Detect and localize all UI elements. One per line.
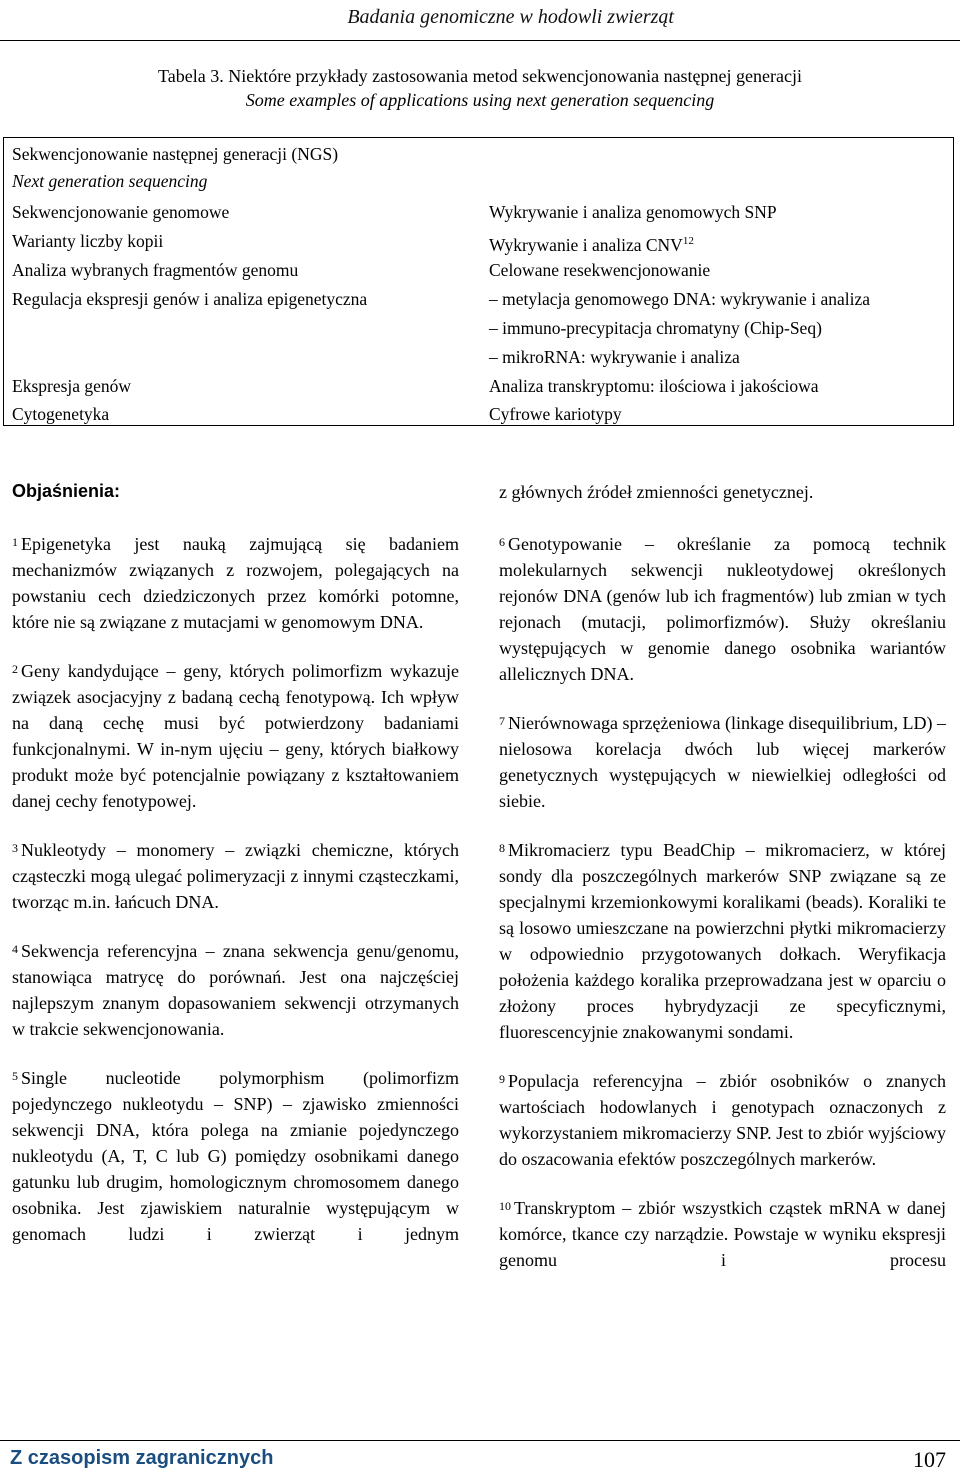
footnote-ref: 12: [682, 235, 694, 247]
table-header-en: Next generation sequencing: [12, 171, 208, 191]
table-cell-right: – immuno-precypitacja chromatyny (Chip-Seq): [489, 318, 822, 338]
footnote-number: 5: [12, 1069, 18, 1083]
footnote-number: 1: [12, 535, 18, 549]
running-header: Badania genomiczne w hodowli zwierząt: [347, 6, 674, 28]
footnotes-column-right: [499, 479, 946, 1273]
table-cell-left: Cytogenetyka: [12, 404, 110, 424]
footnotes-column-left: [12, 531, 459, 1247]
table-cell-right: Celowane resekwencjonowanie: [489, 260, 711, 280]
footnote: $^7$ Nierównowaga sprzężeniowa (linkage disequilibrium, LD) – nielosowa korelacja dwóch lub więcej markerów genetycznych występujących w niewielkiej odległości od siebie.: [499, 713, 946, 811]
table-cell-left: Sekwencjonowanie genomowe: [12, 202, 230, 222]
footnotes-heading: Objaśnienia:: [12, 481, 121, 501]
table-cell-right: Wykrywanie i analiza CNV$^{12}$: [489, 234, 694, 255]
table-cell-right: Analiza transkryptomu: ilościowa i jakościowa: [489, 376, 819, 396]
footnote-number: 7: [499, 714, 505, 728]
footnote-number: 3: [12, 841, 18, 855]
footnote-number: 8: [499, 841, 505, 855]
journal-section-title: Z czasopism zagranicznych: [10, 1447, 274, 1469]
table-header-pl: Sekwencjonowanie następnej generacji (NGS): [12, 144, 339, 164]
footnote: $^4$ Sekwencja referencyjna – znana sekwencja genu/genomu, stanowiąca matrycę do porównań. Jest ona najczęściej najlepszym znanym dopasowaniem sekwencji otrzymanych w trakcie sekwencjonowania.: [12, 941, 459, 1039]
footnote-number: 6: [499, 535, 505, 549]
table-cell-left: Regulacja ekspresji genów i analiza epigenetyczna: [12, 289, 368, 309]
table-cell-right: Wykrywanie i analiza genomowych SNP: [489, 202, 777, 222]
page-number: 107: [913, 1447, 946, 1472]
table-cell-right: – metylacja genomowego DNA: wykrywanie i analiza: [489, 289, 870, 309]
footnote-continuation: z głównych źródeł zmienności genetycznej.: [499, 482, 814, 502]
table-cell-right: Cyfrowe kariotypy: [489, 404, 622, 424]
table-cell-left: Ekspresja genów: [12, 376, 132, 396]
table-cell-left: Analiza wybranych fragmentów genomu: [12, 260, 299, 280]
footnote: $^{10}$ Transkryptom – zbiór wszystkich cząstek mRNA w danej komórce, tkance czy narządzie. Powstaje w wyniku ekspresji genomu i procesu: [499, 1198, 946, 1270]
footnote-number: 9: [499, 1072, 505, 1086]
footnote: $^6$ Genotypowanie – określanie za pomocą technik molekularnych sekwencji nukleotydowej określonych rejonów DNA (genów lub ich fragmentów) lub zmian w tych rejonach (mutacji, polimorfizmów). Służy określaniu występujących w genomie danego osobnika wariantów allelicznych DNA.: [499, 534, 946, 684]
footnote: $^2$ Geny kandydujące – geny, których polimorfizm wykazuje związek asocjacyjny z badaną cechą fenotypową. Ich wpływ na daną cechę musi być potwierdzony badaniami funkcjonalnymi. W in-nym ujęciu – geny, których białkowy produkt może być potencjalnie powiązany z kształtowaniem danej cechy fenotypowej.: [12, 661, 459, 811]
table-caption-english: Some examples of applications using next generation sequencing: [245, 90, 715, 110]
footer-rule: [0, 1440, 960, 1441]
footnote: $^3$ Nukleotydy – monomery – związki chemiczne, których cząsteczki mogą ulegać polimeryzacji z innymi cząsteczkami, tworząc m.in. łańcuch DNA.: [12, 840, 459, 912]
header-rule: [0, 40, 960, 41]
footnote-number: 2: [12, 662, 18, 676]
footnote-number: 4: [12, 942, 18, 956]
table-caption: Tabela 3. Niektóre przykłady zastosowania metod sekwencjonowania następnej generacji: [158, 66, 802, 86]
table-cell-left: Warianty liczby kopii: [12, 231, 164, 251]
footnote: $^5$ Single nucleotide polymorphism (polimorfizm pojedynczego nukleotydu – SNP) – zjawisko zmienności sekwencji DNA, która polega na zmianie pojedynczego nukleotydu (A, T, C lub G) pomiędzy osobnikami danego gatunku lub drugim, homologicznym chromosomem danego osobnika. Jest zjawiskiem naturalnie występującym w genomach ludzi i zwierząt i jednym: [12, 1068, 459, 1244]
footnote-number: 10: [499, 1199, 511, 1213]
table-cell-right: – mikroRNA: wykrywanie i analiza: [489, 347, 740, 367]
footnote: $^1$ Epigenetyka jest nauką zajmującą się badaniem mechanizmów związanych z rozwojem, polegających na powstaniu cech dziedziczonych przez komórki potomne, które nie są związane z mutacjami w genomowym DNA.: [12, 534, 459, 632]
footnote: $^9$ Populacja referencyjna – zbiór osobników o znanych wartościach hodowlanych i genotypach oznaczonych z wykorzystaniem mikromacierzy SNP. Jest to zbiór wyjściowy do oszacowania efektów poszczególnych markerów.: [499, 1071, 946, 1169]
footnote: $^8$ Mikromacierz typu BeadChip – mikromacierz, w której sondy dla poszczególnych markerów SNP związane są ze specjalnymi krzemionkowymi koralikami (beads). Koraliki te są losowo umieszczane na powierzchni płytki mikromacierzy w odpowiednio przygotowanych dołkach. Weryfikacja położenia każdego koralika przeprowadzana jest w oparciu o złożony proces hybrydyzacji ze specyficznymi, fluorescencyjnie znakowanymi sondami.: [499, 840, 946, 1042]
